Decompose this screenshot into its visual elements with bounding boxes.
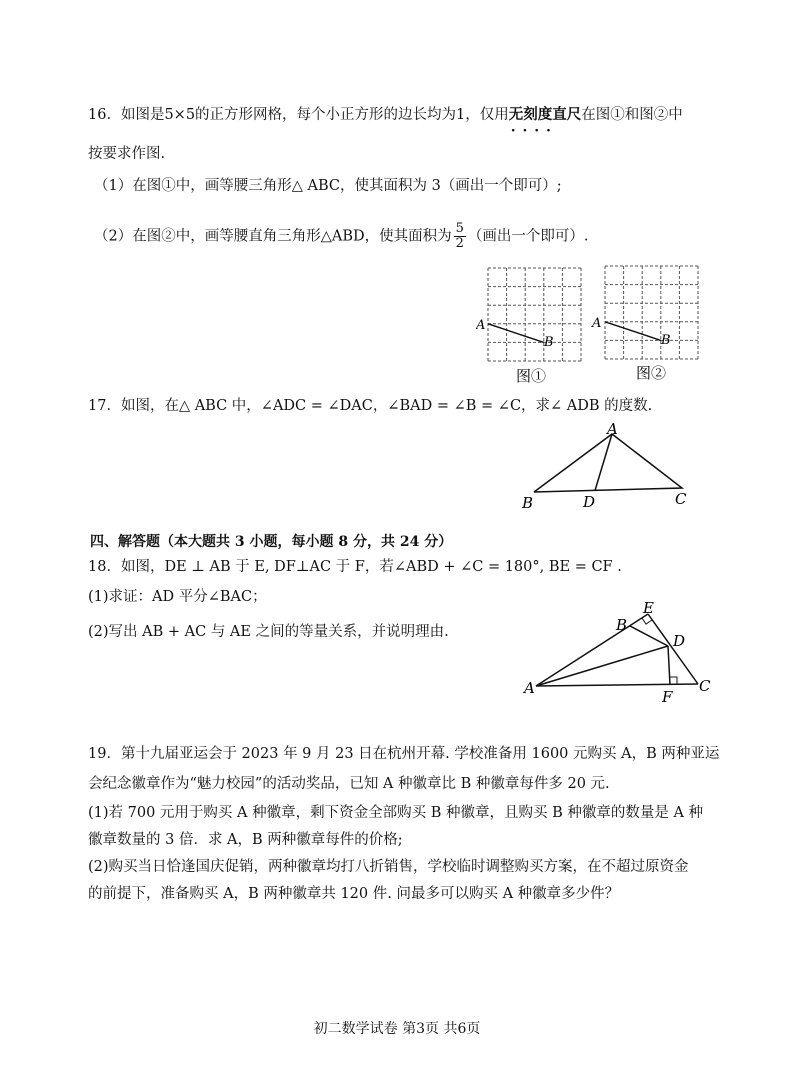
triangle-abc <box>534 434 682 492</box>
q19-line1: 19．第十九届亚运会于 2023 年 9 月 23 日在杭州开幕. 学校准备用 1600 元购买 A，B 两种亚运 <box>88 746 720 762</box>
q19-line4: 徽章数量的 3 倍．求 A，B 两种徽章每件的价格; <box>88 832 403 848</box>
figure-2-grid <box>590 263 705 388</box>
vertex-f-label: F <box>662 688 673 706</box>
segment-bd <box>630 626 668 646</box>
q18-part2: (2)写出 AB + AC 与 AE 之间的等量关系，并说明理由. <box>88 624 449 640</box>
q19-line6: 的前提下，准备购买 A，B 两种徽章共 120 件. 问最多可以购买 A 种徽章多少件？ <box>88 886 620 902</box>
fraction-denominator: 2 <box>455 236 464 251</box>
figure-1-caption: 图① <box>516 367 547 385</box>
segment-ad <box>595 434 612 491</box>
vertex-b-label: B <box>522 494 534 512</box>
q16-line2: 按要求作图. <box>88 146 166 162</box>
segment-df <box>668 646 670 685</box>
q16-part1: （1）在图①中，画等腰三角形△ ABC，使其面积为 3（画出一个即可）; <box>94 178 562 194</box>
q17-triangle-figure <box>512 422 702 514</box>
segment-ae <box>536 614 648 686</box>
figure-2-caption: 图② <box>636 364 667 382</box>
q16-text-b: 在图①和图②中 <box>581 107 683 123</box>
q19-line3: (1)若 700 元用于购买 A 种徽章，剩下资金全部购买 B 种徽章，且购买 B 种徽章的数量是 A 种 <box>88 805 704 821</box>
segment-ab <box>488 324 544 343</box>
right-angle-mark-e <box>642 618 652 624</box>
vertex-a-label: A <box>524 679 535 697</box>
label-a: A <box>592 316 602 331</box>
q16-part2-text: （2）在图②中，画等腰直角三角形△ABD，使其面积为 <box>94 228 452 245</box>
q18-line1: 18．如图，DE ⊥ AB 于 E, DF⊥AC 于 F，若∠ABD + ∠C = 180°, BE = CF . <box>88 559 622 575</box>
vertex-d-label: D <box>583 493 596 511</box>
label-b: B <box>544 335 554 350</box>
vertex-e-label: E <box>643 599 654 617</box>
q16-emphasis: 无刻度直尺 · · <box>509 106 582 123</box>
vertex-b-label: B <box>616 616 628 634</box>
q17-text: 17．如图，在△ ABC 中，∠ADC = ∠DAC，∠BAD = ∠B = ∠C，求∠ ADB 的度数. <box>88 398 653 414</box>
segment-ab <box>605 322 661 341</box>
q18-part1: (1)求证：AD 平分∠BAC； <box>88 589 267 605</box>
q16-text-a: 16．如图是5×5的正方形网格，每个小正方形的边长均为1，仅用 <box>88 107 509 123</box>
figure-1-grid <box>476 263 596 388</box>
q18-figure <box>518 596 718 711</box>
section-4-title: 四、解答题（本大题共 3 小题，每小题 8 分，共 24 分） <box>90 534 453 550</box>
q19-line5: (2)购买当日恰逢国庆促销，两种徽章均打八折销售，学校临时调整购买方案，在不超过原资金 <box>88 859 689 875</box>
vertex-d-label: D <box>673 632 686 650</box>
q16-part2 <box>94 222 589 251</box>
q19-line2: 会纪念徽章作为“魅力校园”的活动奖品，已知 A 种徽章比 B 种徽章每件多 20 元. <box>88 776 610 792</box>
vertex-a-label: A <box>607 422 618 438</box>
segment-ad <box>536 646 668 686</box>
label-b: B <box>661 333 671 348</box>
segment-ac <box>536 684 698 686</box>
q16-line1 <box>88 105 683 125</box>
label-a: A <box>476 318 486 333</box>
fraction-numerator: 5 <box>455 221 464 236</box>
page-footer: 初二数学试卷 第3页 共6页 <box>313 1021 481 1037</box>
fraction-five-halves <box>454 222 466 251</box>
vertex-c-label: C <box>675 490 687 508</box>
vertex-c-label: C <box>699 677 711 695</box>
q16-part2-text-b: （画出一个即可）. <box>467 228 589 245</box>
